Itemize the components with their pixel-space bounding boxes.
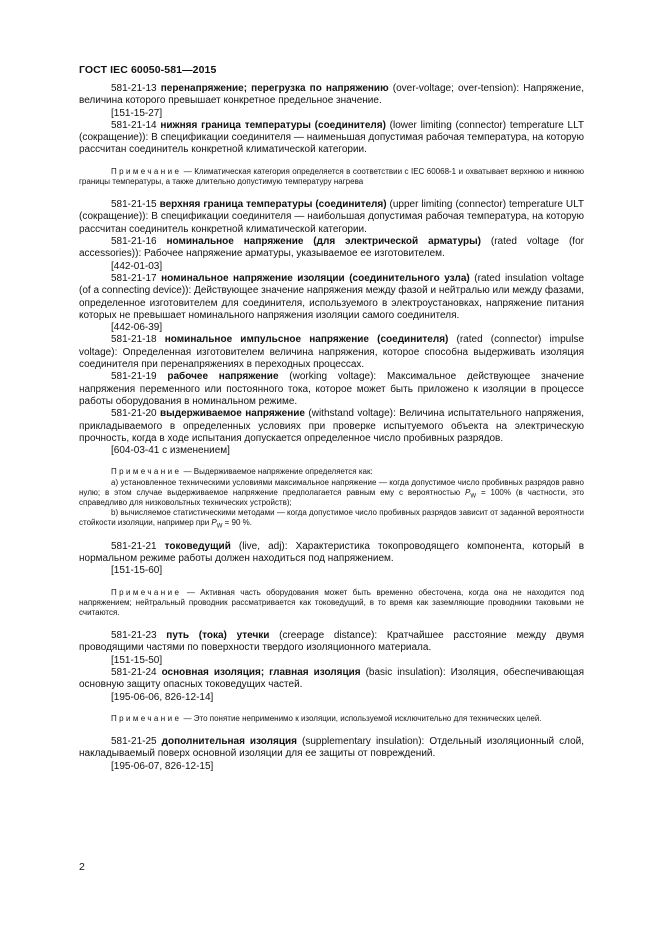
term-name: перенапряжение; перегрузка по напряжению bbox=[160, 83, 389, 94]
term-name: основная изоляция; главная изоляция bbox=[161, 667, 361, 679]
term-entry: 581-21-24 основная изоляция; главная изоляция (basic insulation): Изоляция, обеспечивающая основную защиту опасных токоведущих частей. bbox=[79, 667, 584, 691]
page-number: 2 bbox=[79, 861, 85, 873]
term-entry: 581-21-17 номинальное напряжение изоляции (соединительного узла) (rated insulation voltage (of a connecting device)): Действующее значение напряжения между фазой и нейтралью или между фазами, определенное изготовителем для соединителя, используемого в электроустановках, напряжение питания которых не превышает номинального напряжения изоляции самого соединителя. bbox=[79, 272, 584, 321]
term-reference: [442-01-03] bbox=[111, 260, 163, 272]
term-reference: [195-06-07, 826-12-15] bbox=[111, 760, 214, 772]
term-name: выдерживаемое напряжение bbox=[160, 408, 305, 420]
term-entry: 581-21-16 номинальное напряжение (для электрической арматуры) (rated voltage (for accessories)): Рабочее напряжение арматуры, указываемое ее изготовителем. bbox=[79, 236, 584, 260]
term-entry: 581-21-20 выдерживаемое напряжение (withstand voltage): Величина испытательного напряжения, прикладываемого в определенных условиях при проверке испытуемого объекта на электрическую прочность, когда в ходе испытания допускается определенное число пробивных разрядов. bbox=[79, 408, 584, 444]
term-entry: 581-21-21 токоведущий (live, adj): Характеристика токопроводящего компонента, который в нормальном режиме работы должен находиться под напряжением. bbox=[79, 540, 585, 564]
document-header: ГОСТ IEC 60050-581—2015 bbox=[79, 64, 217, 76]
note: Примечание — Это понятие неприменимо к изоляции, используемой исключительно для технических целей. bbox=[111, 713, 542, 723]
term-entry: 581-21-13 перенапряжение; перегрузка по напряжению (over-voltage; over-tension): Напряжение, величина которого превышает конкретное предельное значение. bbox=[79, 83, 585, 107]
term-entry: 581-21-18 номинальное импульсное напряжение (соединителя) (rated (connector) impulse voltage): Определенная изготовителем величина напряжения, которое способна выдерживать изоляция соединителя при перенапряжениях в переходных процессах. bbox=[79, 334, 585, 371]
term-reference: [442-06-39] bbox=[111, 322, 163, 334]
term-name: верхняя граница температуры (соединителя) bbox=[159, 199, 387, 211]
term-reference: [151-15-50] bbox=[111, 654, 163, 666]
note-label: Примечание bbox=[111, 467, 182, 477]
document-body bbox=[79, 83, 584, 773]
term-name: токоведущий bbox=[164, 540, 231, 552]
term-name: номинальное импульсное напряжение (соединителя) bbox=[164, 334, 449, 346]
term-name: путь (тока) утечки bbox=[166, 630, 270, 642]
term-entry: 581-21-19 рабочее напряжение (working voltage): Максимальное действующее значение напряжения переменного или постоянного тока, которое может быть приложено к изоляции в процессе работы оборудования в номинальном режиме. bbox=[79, 371, 585, 407]
term-name: рабочее напряжение bbox=[167, 371, 279, 383]
note: Примечание — Активная часть оборудования может быть временно обесточена, когда она не находится под напряжением; нейтральный проводник рассматривается как токоведущий, в то время как заземляющие проводники таковыми не считаются. bbox=[79, 587, 584, 617]
term-reference: [151-15-27] bbox=[111, 107, 163, 119]
note: Примечание — Климатическая категория определяется в соответствии с IEC 60068-1 и охватывает верхнюю и нижнюю границы температуры, а также длительно допустимую температуру нагрева bbox=[79, 166, 584, 186]
term-name: номинальное напряжение (для электрической арматуры) bbox=[166, 236, 481, 248]
note: Примечание — Выдерживаемое напряжение определяется как: bbox=[111, 467, 373, 477]
term-reference: [195-06-06, 826-12-14] bbox=[111, 691, 214, 703]
term-name: нижняя граница температуры (соединителя) bbox=[160, 119, 386, 131]
note-item: а) установленное техническими условиями максимальное напряжение — когда допустимое число пробивных разрядов равно нулю; в этом случае выдерживаемое напряжение предполагается равным ему с вероятностью $P_W = 100\%$ (в частности, это справедливо для низковольтных технических устройств); bbox=[79, 477, 585, 508]
note-item: b) вычисляемое статистическими методами — когда допустимое число пробивных разрядов зависит от заданной вероятности стойкости изоляции, например при $P_W = 90$ %. bbox=[79, 508, 584, 531]
term-entry: 581-21-23 путь (тока) утечки (creepage distance): Кратчайшее расстояние между двумя проводящими частями по поверхности твердого изоляционного материала. bbox=[79, 630, 584, 654]
note-label: Примечание bbox=[111, 713, 182, 723]
note-label: Примечание bbox=[111, 587, 182, 597]
term-entry: 581-21-25 дополнительная изоляция (supplementary insulation): Отдельный изоляционный слой, накладываемый поверх основной изоляции для ее защиты от повреждений. bbox=[79, 736, 584, 760]
note-label: Примечание bbox=[111, 166, 182, 176]
term-reference: [604-03-41 с изменением] bbox=[111, 445, 230, 457]
term-name: дополнительная изоляция bbox=[161, 736, 297, 748]
term-reference: [151-15-60] bbox=[111, 565, 163, 577]
term-name: номинальное напряжение изоляции (соединительного узла) bbox=[161, 272, 470, 284]
term-entry: 581-21-15 верхняя граница температуры (соединителя) (upper limiting (connector) temperature ULT (сокращение)): В спецификации соединителя — наибольшая допустимая рабочая температура, на которую рассчитан соединитель конкретной климатической категории. bbox=[79, 199, 585, 235]
term-entry: 581-21-14 нижняя граница температуры (соединителя) (lower limiting (connector) temperature LLT (сокращение)): В спецификации соединителя — наименьшая допустимая рабочая температура, на которую рассчитан соединитель конкретной климатической категории. bbox=[79, 119, 585, 156]
